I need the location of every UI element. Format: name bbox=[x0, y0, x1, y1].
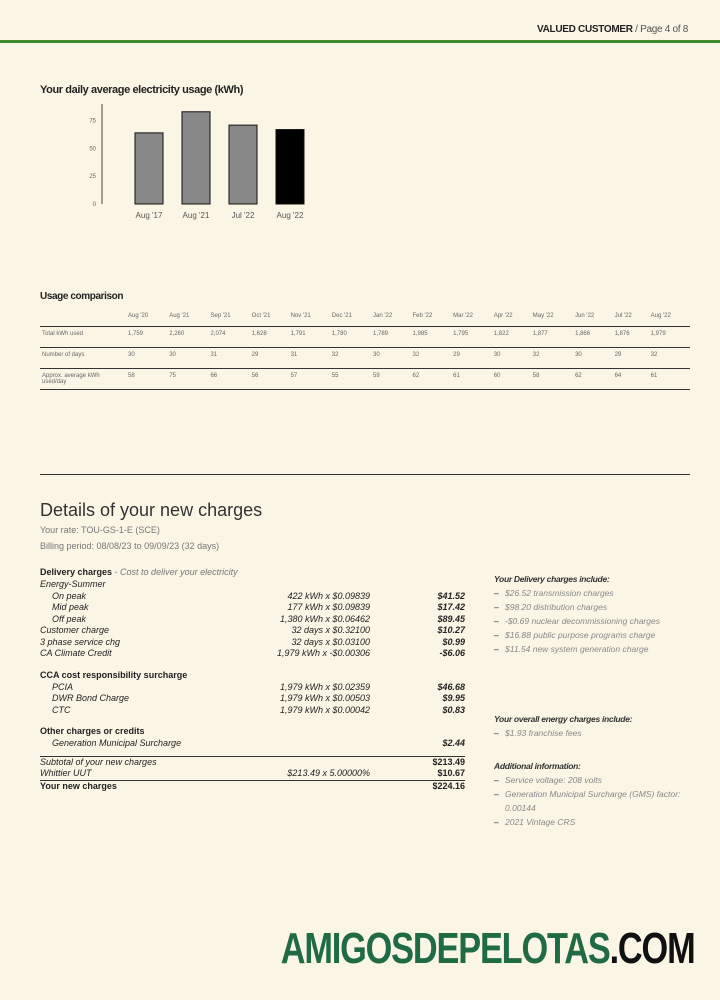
additional-info-item: – 2021 Vintage CRS bbox=[494, 815, 694, 829]
cca-heading: CCA cost responsibility surcharge bbox=[40, 669, 188, 680]
usage-month-header: Aug '21 bbox=[169, 313, 190, 319]
usage-cell: 29 bbox=[250, 348, 289, 369]
additional-info-item: – Service voltage: 208 volts bbox=[494, 773, 694, 787]
usage-cell: 1,866 bbox=[573, 327, 613, 348]
usage-month-header: Jan '22 bbox=[373, 313, 393, 319]
usage-cell: 61 bbox=[451, 369, 492, 390]
usage-cell: 32 bbox=[411, 348, 452, 369]
watermark: AMIGOSDEPELOTAS.COM bbox=[280, 924, 694, 973]
delivery-include-item: – $26.52 transmission charges bbox=[494, 586, 694, 600]
usage-cell: 56 bbox=[250, 369, 289, 390]
usage-cell: 29 bbox=[451, 348, 492, 369]
usage-cell: 58 bbox=[126, 369, 167, 390]
usage-bar-chart bbox=[60, 100, 330, 225]
page-label bbox=[537, 24, 688, 35]
page-header bbox=[0, 0, 720, 42]
delivery-charge-row: 3 phase service chg 32 days x $0.03100 $0.99 bbox=[40, 636, 465, 647]
other-charges-heading: Other charges or credits bbox=[40, 726, 145, 736]
energy-includes: Your overall energy charges include: – $1.93 franchise fees bbox=[494, 714, 694, 740]
usage-row bbox=[40, 369, 690, 390]
usage-cell: 66 bbox=[208, 369, 249, 390]
usage-cell: 62 bbox=[411, 369, 452, 390]
customer-name: VALUED CUSTOMER bbox=[537, 24, 633, 35]
chart-x-tick-label: Jul '22 bbox=[231, 211, 255, 220]
usage-cell: 58 bbox=[531, 369, 573, 390]
usage-cell: 75 bbox=[167, 369, 208, 390]
total-row: Your new charges $224.16 bbox=[40, 780, 465, 791]
chart-x-tick-label: Aug '22 bbox=[276, 211, 304, 220]
energy-summer-label: Energy-Summer bbox=[40, 579, 106, 589]
delivery-charge-row: CA Climate Credit 1,979 kWh x -$0.00306 -$6.06 bbox=[40, 648, 465, 658]
usage-comparison-table bbox=[40, 306, 690, 390]
usage-month-header: Jul '22 bbox=[614, 313, 632, 319]
page-number: / Page 4 of 8 bbox=[632, 24, 688, 35]
usage-cell: 1,628 bbox=[250, 327, 289, 348]
usage-cell: 62 bbox=[573, 369, 613, 390]
usage-month-header: Feb '22 bbox=[412, 313, 433, 319]
usage-month-header: Dec '21 bbox=[331, 313, 352, 319]
usage-row bbox=[40, 327, 690, 348]
usage-cell: 1,795 bbox=[451, 327, 492, 348]
chart-y-tick-label: 75 bbox=[89, 118, 96, 125]
additional-info-item: – Generation Municipal Surcharge (GMS) factor: 0.00144 bbox=[494, 787, 694, 815]
chart-bar bbox=[276, 130, 304, 204]
delivery-charge-row: Mid peak 177 kWh x $0.09839 $17.42 bbox=[52, 602, 465, 612]
chart-y-tick-label: 50 bbox=[89, 146, 96, 153]
usage-cell: 29 bbox=[613, 348, 649, 369]
usage-cell: 1,979 bbox=[649, 327, 690, 348]
usage-cell: 32 bbox=[649, 348, 690, 369]
usage-comparison-title: Usage comparison bbox=[40, 291, 124, 302]
header-rule bbox=[0, 40, 720, 43]
chart-bar bbox=[182, 112, 210, 204]
usage-cell: 64 bbox=[613, 369, 649, 390]
billing-period: Billing period: 08/08/23 to 09/09/23 (32 days) bbox=[40, 541, 220, 551]
delivery-include-item: – -$0.69 nuclear decommissioning charges bbox=[494, 614, 694, 628]
chart-x-tick-label: Aug '21 bbox=[182, 211, 210, 220]
charges-breakdown bbox=[40, 565, 465, 792]
cca-charge-row: PCIA 1,979 kWh x $0.02359 $46.68 bbox=[52, 681, 465, 692]
usage-cell: 55 bbox=[330, 369, 371, 390]
delivery-include-item: – $16.88 public purpose programs charge bbox=[494, 628, 694, 642]
usage-cell: 57 bbox=[289, 369, 330, 390]
usage-cell: 30 bbox=[167, 348, 208, 369]
other-charge-row: Generation Municipal Surcharge $2.44 bbox=[52, 738, 465, 748]
usage-month-header: Aug '22 bbox=[650, 313, 671, 319]
usage-cell: 1,759 bbox=[126, 327, 167, 348]
usage-cell: 1,822 bbox=[492, 327, 531, 348]
chart-bar bbox=[229, 125, 257, 204]
usage-month-header: Jun '22 bbox=[575, 313, 595, 319]
section-divider bbox=[40, 474, 690, 475]
usage-cell: 30 bbox=[126, 348, 167, 369]
energy-include-item: – $1.93 franchise fees bbox=[494, 726, 694, 740]
chart-y-tick-label: 0 bbox=[92, 202, 96, 208]
usage-month-header: Sep '21 bbox=[210, 313, 231, 319]
delivery-charge-row: Off peak 1,380 kWh x $0.06462 $89.45 bbox=[52, 613, 465, 624]
usage-month-header: Nov '21 bbox=[290, 313, 311, 319]
usage-month-header: Oct '21 bbox=[251, 313, 271, 319]
chart-x-tick-label: Aug '17 bbox=[135, 211, 163, 220]
usage-month-header: Mar '22 bbox=[453, 313, 473, 319]
usage-cell: 1,877 bbox=[531, 327, 573, 348]
usage-cell: 32 bbox=[330, 348, 371, 369]
cca-charge-row: CTC 1,979 kWh x $0.00042 $0.83 bbox=[52, 704, 465, 715]
usage-cell: 32 bbox=[531, 348, 573, 369]
usage-month-header: May '22 bbox=[532, 313, 554, 319]
usage-cell: 30 bbox=[573, 348, 613, 369]
usage-month-header: Aug '20 bbox=[128, 313, 149, 319]
usage-cell: 2,074 bbox=[208, 327, 249, 348]
uut-row: Whittier UUT $213.49 x 5.00000% $10.67 bbox=[40, 768, 465, 778]
chart-bar bbox=[135, 133, 163, 204]
usage-cell: 31 bbox=[289, 348, 330, 369]
delivery-charges-heading: Delivery charges - Cost to deliver your electricity bbox=[40, 567, 238, 577]
details-title: Details of your new charges bbox=[40, 500, 263, 520]
delivery-charge-row: Customer charge 32 days x $0.32100 $10.27 bbox=[40, 625, 465, 635]
delivery-include-item: – $98.20 distribution charges bbox=[494, 600, 694, 614]
delivery-include-item: – $11.54 new system generation charge bbox=[494, 642, 694, 656]
usage-cell: 30 bbox=[492, 348, 531, 369]
usage-cell: 1,876 bbox=[613, 327, 649, 348]
usage-cell: 61 bbox=[649, 369, 690, 390]
usage-cell: 59 bbox=[371, 369, 411, 390]
subtotal-row: Subtotal of your new charges $213.49 bbox=[40, 756, 465, 767]
usage-row bbox=[40, 348, 690, 369]
usage-cell: 1,791 bbox=[289, 327, 330, 348]
usage-cell: 1,780 bbox=[330, 327, 371, 348]
delivery-includes: Your Delivery charges include: – $26.52 transmission charges – $98.20 distribution charges – -$0.69 nuclear decommissioning charges – $16.88 public purpose programs charge – $11.54 new system generation charge bbox=[494, 574, 694, 656]
usage-row-label: Total kWh used bbox=[40, 327, 126, 348]
usage-cell: 1,985 bbox=[411, 327, 452, 348]
chart-title: Your daily average electricity usage (kWh) bbox=[40, 84, 244, 96]
rate-line: Your rate: TOU-GS-1-E (SCE) bbox=[40, 525, 160, 535]
usage-cell: 60 bbox=[492, 369, 531, 390]
usage-cell: 31 bbox=[208, 348, 249, 369]
usage-cell: 2,260 bbox=[167, 327, 208, 348]
cca-charge-row: DWR Bond Charge 1,979 kWh x $0.00503 $9.95 bbox=[52, 693, 465, 703]
usage-month-header: Apr '22 bbox=[493, 313, 513, 319]
usage-cell: 1,789 bbox=[371, 327, 411, 348]
additional-info: Additional information: – Service voltage: 208 volts – Generation Municipal Surcharge (GMS) factor: 0.00144 – 2021 Vintage CRS bbox=[494, 761, 694, 829]
usage-cell: 30 bbox=[371, 348, 411, 369]
usage-row-label: Number of days bbox=[40, 348, 126, 369]
chart-y-tick-label: 25 bbox=[89, 174, 96, 181]
usage-row-label: Approx. average kWh used/day bbox=[40, 369, 126, 390]
delivery-charge-row: On peak 422 kWh x $0.09839 $41.52 bbox=[52, 590, 465, 601]
